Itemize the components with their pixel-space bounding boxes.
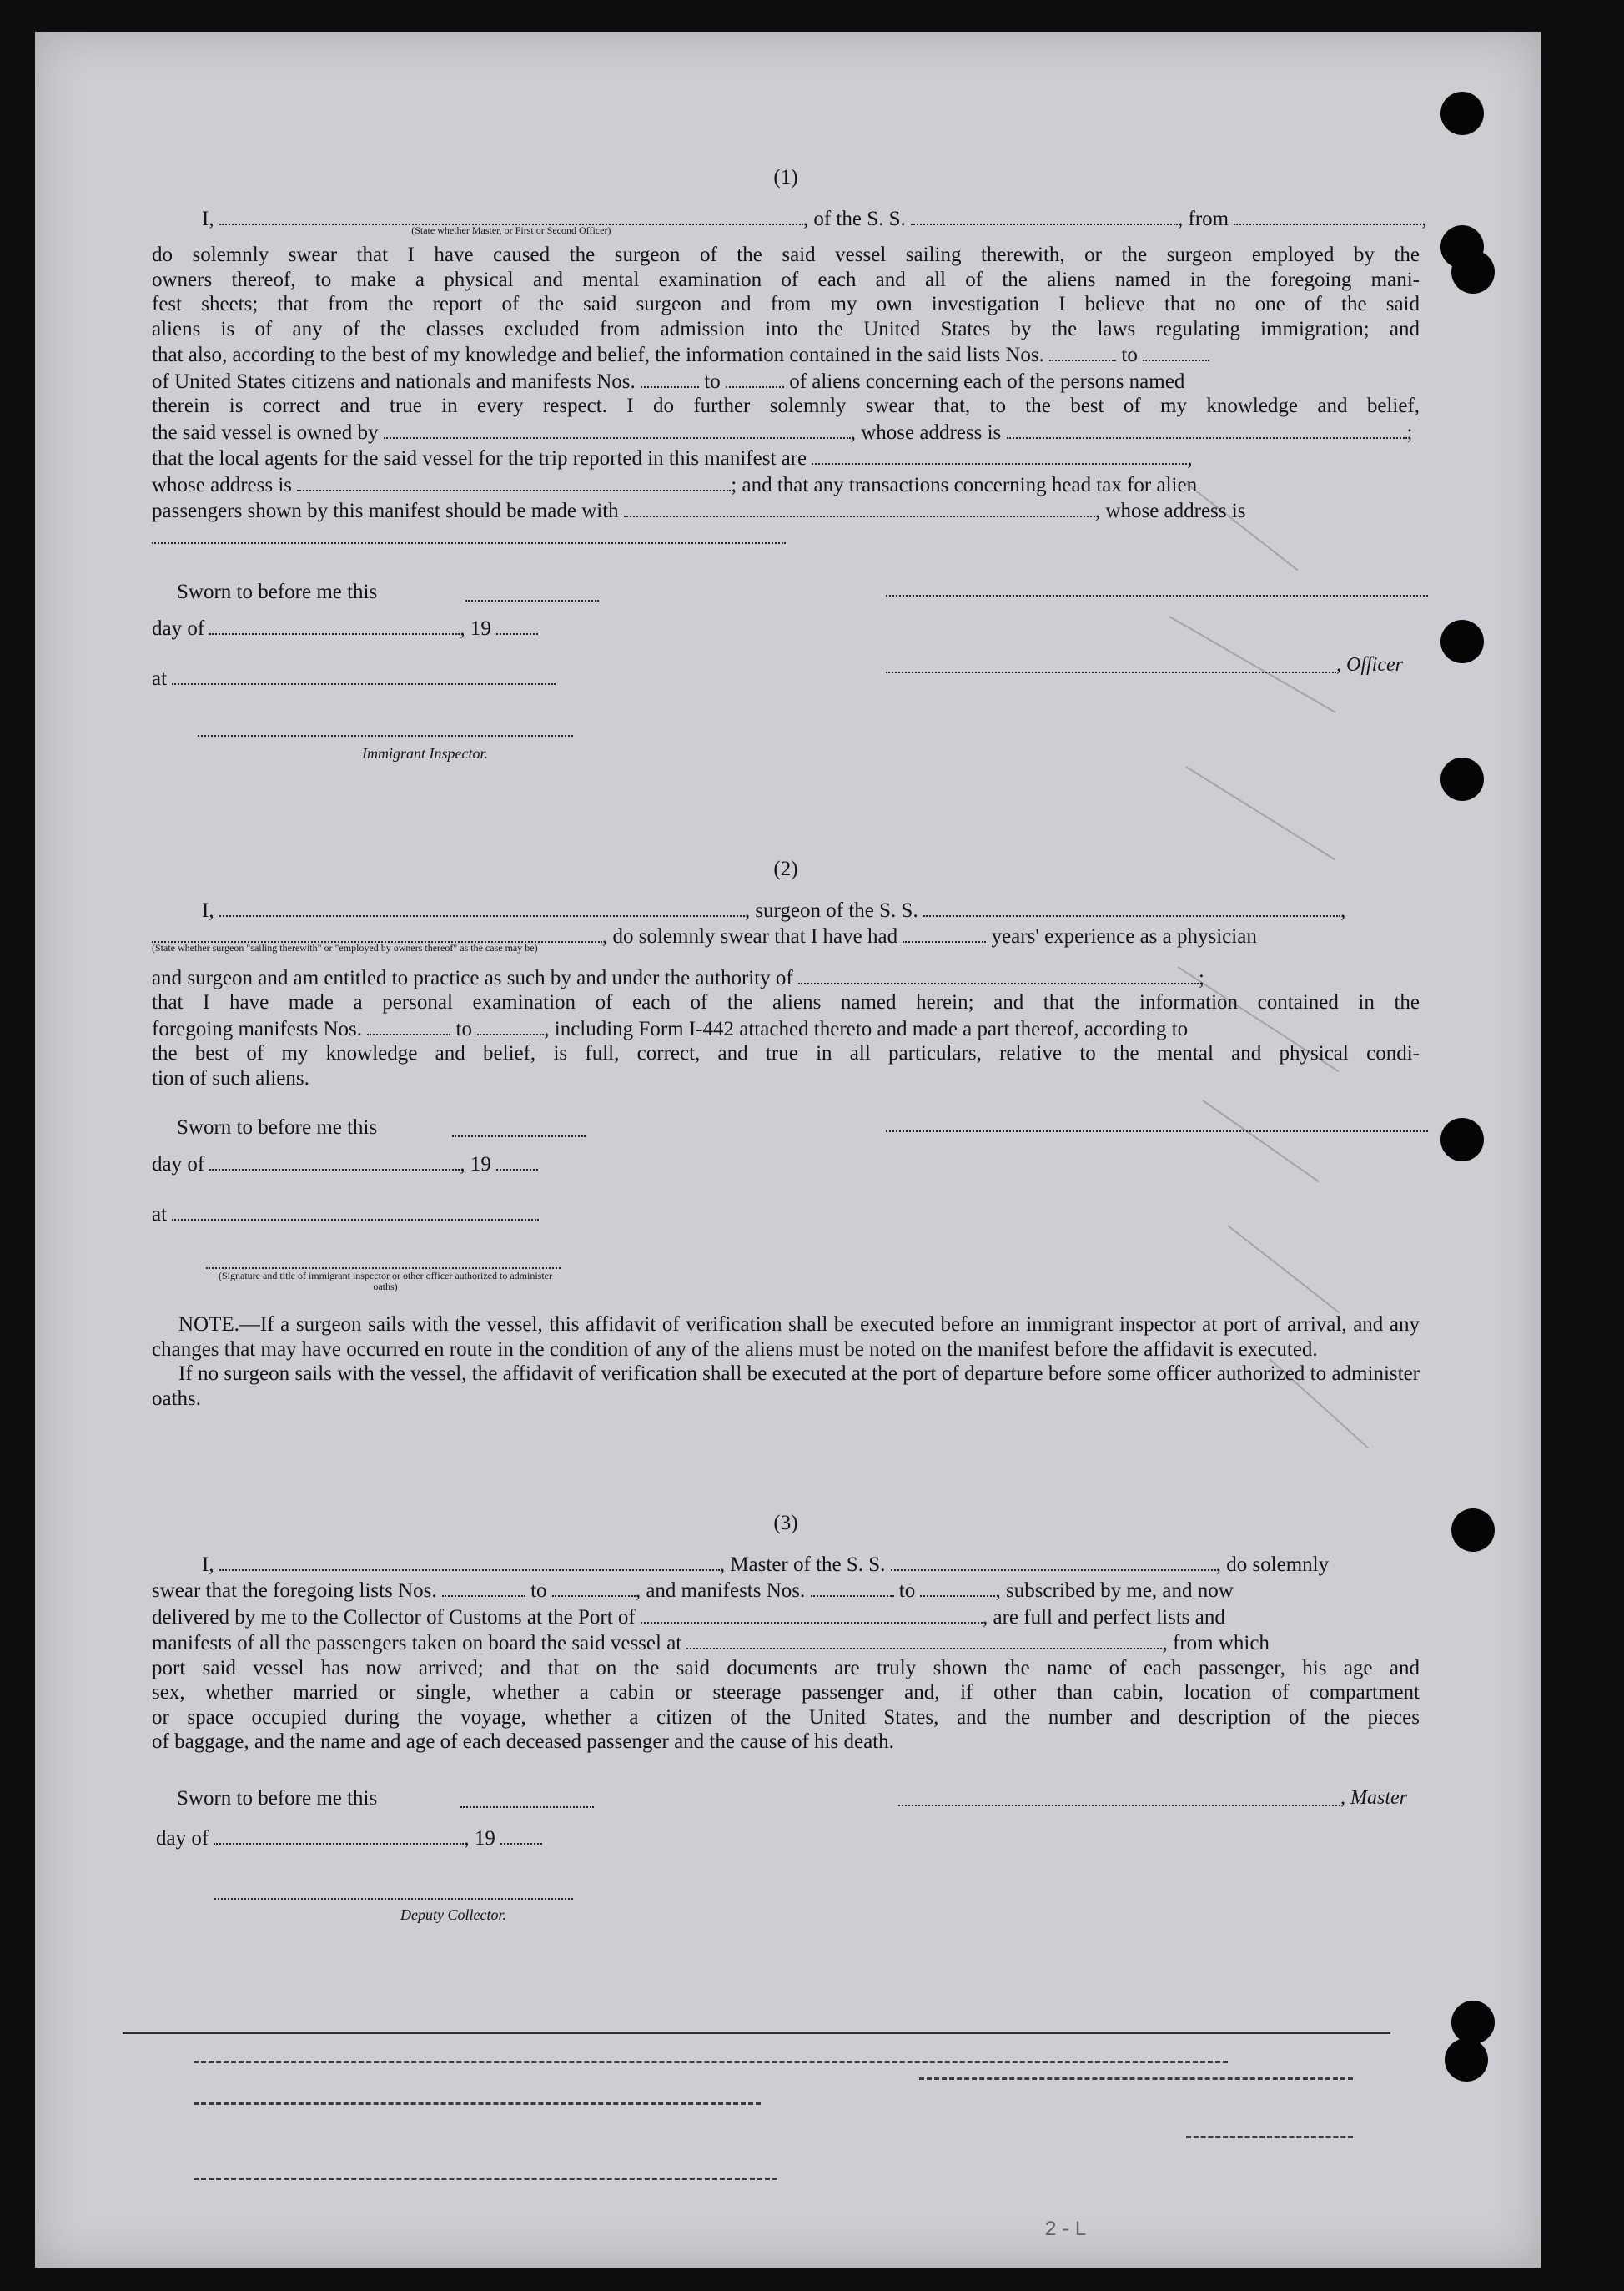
body-line: do solemnly swear that I have caused the surgeon of the said vessel sailing therewith, or the surgeon employed by the	[152, 244, 1420, 266]
body-text: , whose address is	[850, 420, 1002, 444]
manifests-to-field[interactable]	[920, 1577, 995, 1597]
surgeon-status-field[interactable]	[152, 923, 602, 954]
manifests-to-field[interactable]	[726, 368, 784, 388]
sworn-day-field[interactable]	[460, 1805, 594, 1808]
day-of-row	[152, 1151, 538, 1177]
punch-hole	[1451, 250, 1495, 294]
body-text: of aliens concerning each of the persons named	[789, 370, 1185, 393]
year-field[interactable]	[500, 1825, 542, 1845]
section-2-body	[152, 964, 1420, 1091]
punch-hole	[1445, 2038, 1488, 2082]
footer-dash-line	[1186, 2134, 1353, 2138]
master-vessel-field[interactable]	[891, 1551, 1216, 1571]
officer-oath-line: I, (State whether Master, or First or Second Officer) , of the S. S. , from ,	[202, 205, 1420, 232]
lists-from-field[interactable]	[1049, 341, 1116, 361]
lists-to-field[interactable]	[1143, 341, 1209, 361]
day-of-text: day of	[156, 1826, 209, 1850]
sworn-text: Sworn to before me this	[177, 581, 378, 603]
body-line-agents: that the local agents for the said vessel for the trip reported in this manifest are ,	[152, 445, 1420, 471]
from-text: , from	[1178, 207, 1229, 230]
document-sheet	[35, 32, 1541, 2268]
to-text: to	[530, 1579, 547, 1602]
affidavit-content	[152, 132, 1427, 1931]
body-line-owner: the said vessel is owned by , whose address is ;	[152, 419, 1420, 446]
deputy-caption: Deputy Collector.	[400, 1906, 506, 1923]
body-line: sex, whether married or single, whether a cabin or steerage passenger and, if other than cabin, location of compartment	[152, 1681, 1420, 1704]
day-month-field[interactable]	[209, 1151, 460, 1171]
body-line-final-blank	[152, 524, 1420, 551]
section-2-number: (2)	[773, 858, 798, 880]
signature-caption: (Signature and title of immigrant inspector or other officer authorized to administer oaths)	[219, 1270, 552, 1292]
body-line-lists	[152, 1577, 1420, 1604]
officer-caption: , Officer	[1336, 654, 1403, 676]
lists-to-field[interactable]	[552, 1577, 636, 1597]
body-text: swear that the foregoing lists Nos.	[152, 1579, 437, 1602]
vessel-name-field[interactable]	[911, 205, 1178, 225]
deputy-signature-field[interactable]	[214, 1896, 573, 1900]
sworn-row	[177, 566, 677, 615]
body-text: , surgeon of the S. S.	[744, 899, 918, 922]
body-text: whose address is	[152, 473, 293, 496]
punch-hole	[1451, 2001, 1495, 2044]
surgeon-name-field[interactable]	[219, 897, 745, 917]
owner-field[interactable]	[384, 419, 851, 439]
body-text: manifests of all the passengers taken on board the said vessel at	[152, 1632, 682, 1654]
officer-caption: (State whether Master, or First or Second Officer)	[411, 224, 611, 236]
body-text: years' experience as a physician	[991, 925, 1257, 948]
body-text: , Master of the S. S.	[719, 1553, 886, 1576]
pronoun-i: I,	[202, 207, 214, 230]
years-field[interactable]	[903, 923, 986, 943]
inspector-signature-field[interactable]	[198, 733, 573, 737]
section-2-jurat	[152, 1102, 1420, 1294]
body-text: of United States citizens and nationals and manifests Nos.	[152, 370, 636, 393]
body-line: fest sheets; that from the report of the said surgeon and from my own investigation I believe that no one of the said	[152, 293, 1420, 315]
body-text: and surgeon and am entitled to practice as such by and under the authority of	[152, 966, 793, 989]
section-3-jurat	[152, 1773, 1420, 1931]
pronoun-i: I,	[202, 899, 214, 922]
at-place-field[interactable]	[172, 665, 556, 685]
officer-signature-field[interactable]	[886, 670, 1336, 673]
manifests-to-field[interactable]	[477, 1015, 544, 1035]
of-the-ss-text: , of the S. S.	[802, 207, 906, 230]
agent-address-field[interactable]	[297, 471, 731, 491]
day-of-row	[152, 615, 538, 642]
section-1-jurat	[152, 566, 1420, 762]
body-line-authority: and surgeon and am entitled to practice as such by and under the authority of ;	[152, 964, 1420, 991]
sworn-row	[177, 1773, 677, 1821]
day-of-text: day of	[152, 1153, 205, 1176]
surgeon-status-line	[152, 923, 1420, 954]
footer-rule	[123, 2032, 1390, 2034]
section-1-body	[152, 243, 1420, 550]
body-text: , do solemnly swear that I have had	[602, 925, 898, 948]
section-3-number: (3)	[773, 1512, 798, 1534]
manifests-from-field[interactable]	[811, 1577, 894, 1597]
from-port-field[interactable]	[1234, 205, 1421, 225]
body-line-lists	[152, 341, 1420, 368]
footer-dash-line	[194, 2059, 1228, 2063]
body-text: , do solemnly	[1215, 1553, 1330, 1576]
body-line-manifests	[152, 368, 1420, 395]
body-text: , are full and perfect lists and	[983, 1605, 1225, 1629]
body-line: of baggage, and the name and age of each deceased passenger and the cause of his death.	[152, 1730, 894, 1753]
head-tax-address-field[interactable]	[152, 524, 786, 544]
day-of-text: day of	[152, 617, 205, 640]
body-text: the said vessel is owned by	[152, 420, 379, 444]
year-field[interactable]	[496, 1151, 538, 1171]
to-text: to	[455, 1017, 472, 1040]
body-line: aliens is of any of the classes excluded from admission into the United States by the laws regulating immigration; and	[152, 317, 1420, 340]
body-line: owners thereof, to make a physical and mental examination of each and all of the aliens named in the foregoing mani-	[152, 268, 1420, 291]
punch-hole	[1451, 1508, 1495, 1552]
body-line-head-tax	[152, 497, 1420, 524]
body-text: , from which	[1162, 1632, 1270, 1654]
body-text: that the local agents for the said vessel for the trip reported in this manifest are	[152, 447, 807, 470]
note-paragraph-2: If no surgeon sails with the vessel, the affidavit of verification shall be executed at the port of departure before some officer authorized to administer oaths.	[152, 1362, 1420, 1410]
body-text: , whose address is	[1094, 500, 1246, 522]
section-1-number: (1)	[773, 166, 798, 189]
body-line-manifests	[152, 1015, 1420, 1042]
officer-blank-1[interactable]	[886, 593, 1428, 597]
body-line-vessel-at	[152, 1629, 1420, 1656]
punch-hole	[1440, 1118, 1484, 1161]
master-name-field[interactable]	[219, 1551, 720, 1571]
sworn-day-field[interactable]	[452, 1134, 586, 1137]
year-prefix-text: , 19	[464, 1826, 495, 1850]
body-text: , including Form I-442 attached thereto and made a part thereof, according to	[544, 1017, 1189, 1040]
section-2-right-blank[interactable]	[886, 1129, 1428, 1132]
manifests-from-field[interactable]	[641, 368, 699, 388]
lists-from-field[interactable]	[442, 1577, 525, 1597]
footer-stamp: 2-L	[1044, 2218, 1090, 2242]
at-text: at	[152, 1203, 168, 1226]
body-text: that also, according to the best of my knowledge and belief, the information contained in the said lists Nos.	[152, 344, 1044, 366]
officer-name-field[interactable]	[219, 205, 803, 236]
body-text: , subscribed by me, and now	[995, 1579, 1234, 1602]
body-text: , and manifests Nos.	[635, 1579, 806, 1602]
to-text: to	[898, 1579, 916, 1602]
day-month-field[interactable]	[209, 615, 460, 635]
to-text: to	[1121, 344, 1138, 366]
owner-address-field[interactable]	[1007, 419, 1407, 439]
pronoun-i: I,	[202, 1553, 214, 1576]
agents-field[interactable]	[812, 445, 1187, 465]
port-field[interactable]	[641, 1604, 983, 1624]
at-row	[152, 1201, 539, 1227]
authority-field[interactable]	[798, 964, 1199, 984]
body-line: or space occupied during the voyage, whether a citizen of the United States, and the number and description of the pieces	[152, 1705, 1420, 1729]
year-prefix-text: , 19	[460, 617, 491, 640]
section-3-body	[152, 1577, 1420, 1755]
at-place-field[interactable]	[172, 1201, 539, 1221]
inspector-signature-field[interactable]	[206, 1266, 561, 1269]
at-text: at	[152, 667, 168, 690]
body-text: delivered by me to the Collector of Customs at the Port of	[152, 1605, 636, 1629]
master-signature-field[interactable]	[898, 1803, 1340, 1806]
at-row	[152, 665, 556, 692]
punch-hole	[1440, 620, 1484, 663]
year-prefix-text: , 19	[460, 1153, 491, 1176]
day-of-row	[156, 1825, 542, 1851]
sworn-text: Sworn to before me this	[177, 1116, 378, 1139]
year-field[interactable]	[496, 615, 538, 635]
surgeon-caption: (State whether surgeon "sailing therewith" or "employed by owners thereof" as the case may be)	[152, 942, 538, 954]
footer-dash-line	[919, 2076, 1353, 2080]
body-line: therein is correct and true in every respect. I do further solemnly swear that, to the best of my knowledge and belief,	[152, 395, 1420, 417]
body-line: port said vessel has now arrived; and that on the said documents are truly shown the name of each passenger, his age and	[152, 1656, 1420, 1679]
manifests-from-field[interactable]	[367, 1015, 450, 1035]
sworn-text: Sworn to before me this	[177, 1786, 378, 1810]
body-line-port	[152, 1604, 1420, 1630]
note-paragraph-1: NOTE.—If a surgeon sails with the vessel, this affidavit of verification shall be executed before an immigrant inspector at port of arrival, and any changes that may have occurred en route in the condition of any of the aliens must be noted on the manifest before the affidavit is executed.	[152, 1313, 1420, 1361]
surgeon-oath-line: I, , surgeon of the S. S. ,	[202, 897, 1420, 924]
body-line: the best of my knowledge and belief, is full, correct, and true in all particulars, relative to the mental and physical condi-	[152, 1042, 1420, 1065]
footer-dash-line	[194, 2101, 761, 2105]
master-oath-line	[202, 1551, 1420, 1578]
to-text: to	[704, 370, 721, 393]
body-text: ; and that any transactions concerning head tax for alien	[731, 473, 1198, 496]
body-line: that I have made a personal examination of each of the aliens named herein; and that the information contained in the	[152, 991, 1420, 1014]
surgeon-vessel-field[interactable]	[923, 897, 1340, 917]
embark-port-field[interactable]	[686, 1629, 1162, 1649]
inspector-caption: Immigrant Inspector.	[362, 745, 488, 762]
note-block	[152, 1312, 1420, 1411]
body-text: passengers shown by this manifest should be made with	[152, 500, 619, 522]
body-line: tion of such aliens.	[152, 1066, 309, 1090]
footer-dash-line	[194, 2176, 777, 2180]
sworn-row	[177, 1102, 677, 1151]
sworn-day-field[interactable]	[465, 598, 599, 602]
punch-hole	[1440, 758, 1484, 801]
body-line-agent-address	[152, 471, 1420, 498]
master-caption: , Master	[1340, 1786, 1407, 1809]
head-tax-party-field[interactable]	[624, 497, 1095, 517]
punch-hole	[1440, 92, 1484, 135]
day-month-field[interactable]	[214, 1825, 464, 1845]
body-text: foregoing manifests Nos.	[152, 1017, 363, 1040]
